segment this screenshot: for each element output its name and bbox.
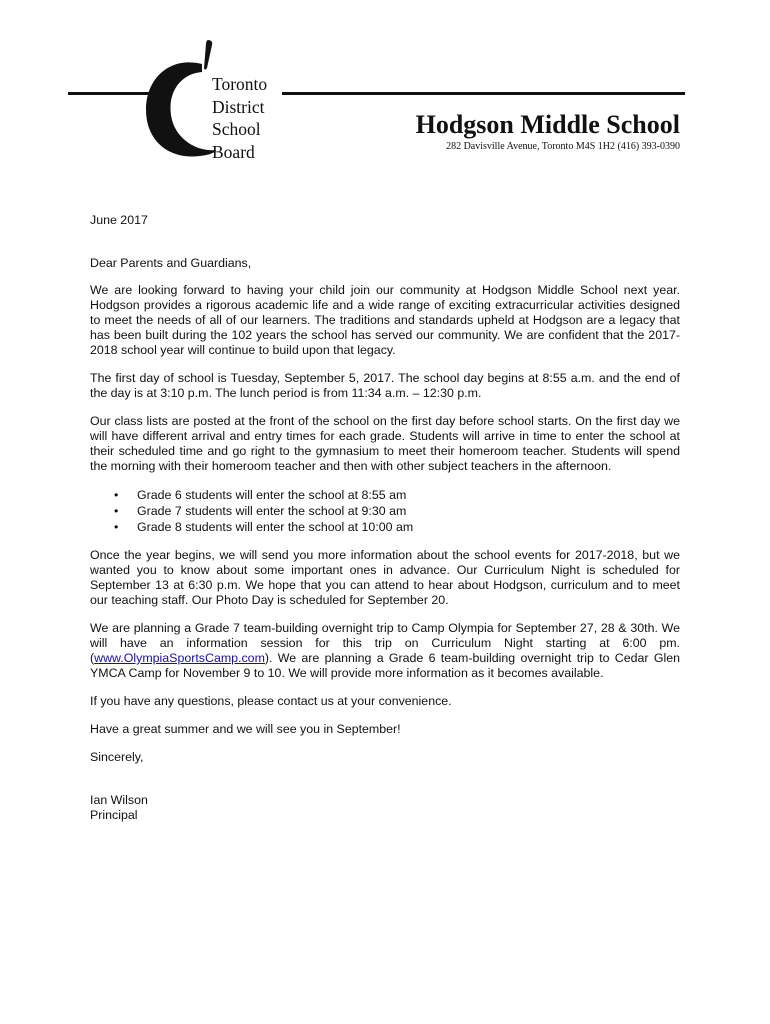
signer-name: Ian Wilson — [90, 793, 148, 807]
logo-text — [212, 73, 267, 163]
list-item: • Grade 8 students will enter the school at 10:00 am — [137, 519, 680, 535]
entry-times-list — [90, 487, 680, 535]
list-item: • Grade 7 students will enter the school at 9:30 am — [137, 503, 680, 519]
trips-text-start: We are planning a Grade 7 team-building overnight trip to Camp Olympia for September 27, 28 & 30th. We will have an information session for this trip on Curriculum Night starting at 6:00 pm. ( — [90, 621, 680, 665]
paragraph-events: Once the year begins, we will send you more information about the school events for 2017-2018, but we wanted you to know about some important ones in advance. Our Curriculum Night is scheduled for September 13 at 6:30 p.m. We hope that you can attend to hear about Hodgson, curriculum and to meet our teaching staff. Our Photo Day is scheduled for September 20. — [90, 548, 680, 607]
olympia-camp-link[interactable]: www.OlympiaSportsCamp.com — [94, 651, 265, 665]
salutation: Dear Parents and Guardians, — [90, 256, 252, 270]
signoff: Sincerely, — [90, 750, 144, 764]
paragraph-summer: Have a great summer and we will see you in September! — [90, 722, 401, 736]
letter-date: June 2017 — [90, 213, 148, 227]
trips-text-end: ). We are planning a Grade 6 team-building overnight trip to Cedar Glen YMCA Camp for November 9 to 10. We will provide more information as it becomes available. — [90, 651, 680, 680]
list-item: • Grade 6 students will enter the school at 8:55 am — [137, 487, 680, 503]
letterhead — [0, 0, 770, 170]
logo-line: School — [212, 119, 261, 139]
paragraph-first-day: The first day of school is Tuesday, September 5, 2017. The school day begins at 8:55 a.m. and the end of the day is at 3:10 p.m. The lunch period is from 11:34 a.m. – 12:30 p.m. — [90, 371, 680, 400]
paragraph-questions: If you have any questions, please contact us at your convenience. — [90, 694, 452, 708]
school-address: 282 Davisville Avenue, Toronto M4S 1H2 (416) 393-0390 — [446, 141, 680, 152]
logo-line: Board — [212, 141, 255, 162]
signer-title: Principal — [90, 808, 138, 822]
header-rule-right — [282, 92, 685, 95]
logo-line: District — [212, 96, 265, 117]
tdsb-logo — [140, 38, 290, 163]
apple-logo-icon — [140, 38, 220, 163]
paragraph-class-lists: Our class lists are posted at the front of the school on the first day before school starts. On the first day we will have different arrival and entry times for each grade. Students will arrive in time to enter the school at their scheduled time and go right to the gymnasium to meet their homeroom teacher. Students will spend the morning with their homeroom teacher and then with other subject teachers in the afternoon. — [90, 414, 680, 473]
school-name: Hodgson Middle School — [415, 110, 680, 139]
letter-body — [90, 213, 680, 823]
paragraph-trips — [90, 621, 680, 681]
logo-line: Toronto — [212, 74, 268, 94]
paragraph-intro: We are looking forward to having your child join our community at Hodgson Middle School next year. Hodgson provides a rigorous academic life and a wide range of exciting extracurricular activities designed to meet the needs of all of our learners. The traditions and standards upheld at Hodgson are a legacy that has been built during the 102 years the school has served our community. We are confident that the 2017-2018 school year will continue to build upon that legacy. — [90, 283, 680, 357]
